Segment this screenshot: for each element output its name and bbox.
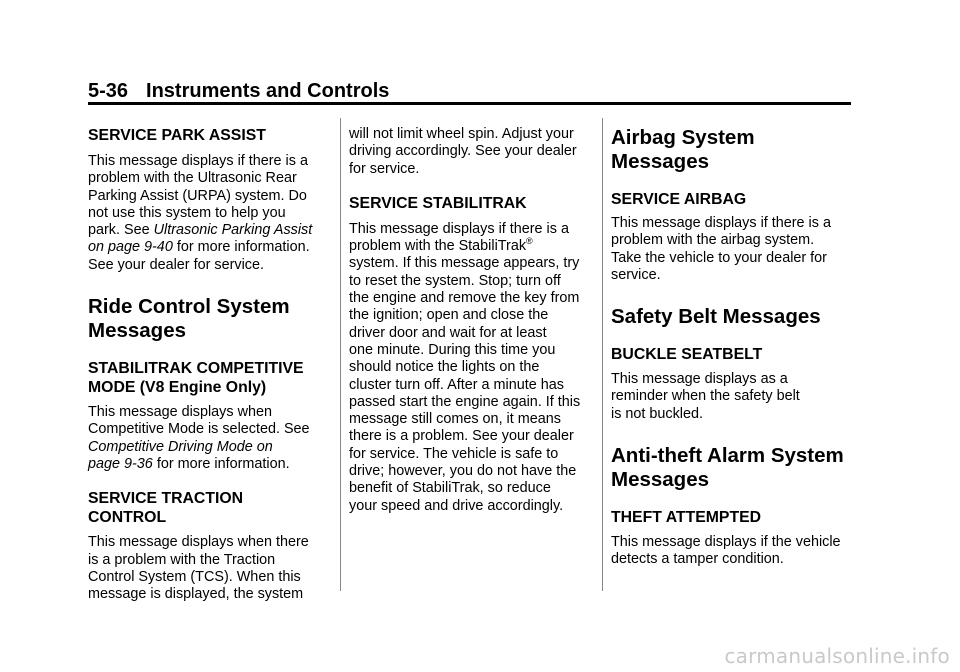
text-line: one minute. During this time you	[349, 341, 556, 358]
text-line: should notice the lights on the	[349, 359, 540, 376]
heading-service-airbag: SERVICE AIRBAG	[611, 191, 747, 208]
text-line: This message displays if there is a	[349, 220, 569, 237]
text-run: for more information.	[172, 239, 310, 256]
page-number: 5-36	[88, 80, 129, 102]
text-line: driver door and wait for at least	[349, 324, 547, 341]
heading-antitheft-alarm-system: Anti-theft Alarm System	[611, 444, 844, 468]
section-title: Instruments and Controls	[146, 80, 390, 102]
cross-reference-page[interactable]: on page 9-40	[88, 239, 173, 256]
text-line	[88, 222, 328, 239]
column-divider-1	[340, 118, 341, 591]
cross-reference-link[interactable]: Ultrasonic Parking Assist	[153, 222, 313, 239]
heading-service-traction: SERVICE TRACTION	[88, 490, 244, 508]
text-line: problem with the airbag system.	[611, 232, 815, 249]
text-line: service.	[611, 266, 661, 283]
heading-v8-engine-only: MODE (V8 Engine Only)	[88, 379, 267, 397]
text-line	[349, 238, 593, 255]
text-run: for more information.	[152, 455, 290, 472]
heading-service-stabilitrak: SERVICE STABILITRAK	[349, 194, 527, 212]
text-line: This message displays when	[88, 404, 272, 421]
text-line: Take the vehicle to your dealer for	[611, 249, 827, 266]
text-line: for service. The vehicle is safe to	[349, 445, 559, 462]
text-line: driving accordingly. See your dealer	[349, 143, 577, 160]
text-run: park. See	[88, 222, 154, 239]
text-line: drive; however, you do not have the	[349, 463, 577, 480]
heading-control: CONTROL	[88, 509, 167, 527]
text-line: Control System (TCS). When this	[88, 568, 301, 585]
header-rule	[88, 102, 851, 105]
heading-service-park-assist: SERVICE PARK ASSIST	[88, 127, 266, 144]
text-line: cluster turn off. After a minute has	[349, 376, 564, 393]
text-line: is a problem with the Traction	[88, 551, 276, 568]
text-line: message still comes on, it means	[349, 411, 561, 428]
cross-reference-link[interactable]: Competitive Driving Mode on	[88, 438, 273, 455]
text-line: the engine and remove the key from	[349, 290, 580, 307]
column-divider-2	[602, 118, 603, 591]
text-line: is not buckled.	[611, 405, 703, 422]
text-line: This message displays as a	[611, 371, 788, 388]
text-line: Parking Assist (URPA) system. Do	[88, 187, 307, 204]
text-line: will not limit wheel spin. Adjust your	[349, 126, 574, 142]
heading-buckle-seatbelt: BUCKLE SEATBELT	[611, 346, 763, 364]
cross-reference-page[interactable]: page 9-36	[88, 455, 153, 472]
page-header	[88, 80, 389, 103]
text-line: the ignition; open and close the	[349, 307, 549, 324]
text-line: This message displays if the vehicle	[611, 534, 841, 551]
text-run: problem with the StabiliTrak	[349, 238, 527, 255]
heading-stabilitrak-competitive: STABILITRAK COMPETITIVE	[88, 360, 304, 378]
column-3	[611, 126, 851, 569]
text-line: system. If this message appears, try	[349, 255, 580, 272]
text-line: benefit of StabiliTrak, so reduce	[349, 480, 551, 497]
text-line: your speed and drive accordingly.	[349, 497, 564, 514]
text-line	[88, 239, 328, 256]
heading-ride-control-system: Ride Control System	[88, 295, 290, 319]
heading-antitheft-messages: Messages	[611, 468, 710, 492]
text-line: This message displays if there is a	[611, 215, 831, 231]
text-line: reminder when the safety belt	[611, 388, 800, 405]
heading-airbag-system-messages: Airbag System Messages	[611, 126, 755, 173]
text-line	[88, 456, 328, 473]
text-line: message is displayed, the system	[88, 586, 304, 603]
text-line: Competitive Mode is selected. See	[88, 421, 310, 438]
heading-ride-control-messages: Messages	[88, 319, 187, 343]
text-line: detects a tamper condition.	[611, 551, 784, 568]
text-line: problem with the Ultrasonic Rear	[88, 170, 297, 187]
text-line: This message displays when there	[88, 534, 309, 551]
watermark: carmanualsonline.info	[724, 644, 950, 668]
text-line: for service.	[349, 160, 420, 177]
text-line: there is a problem. See your dealer	[349, 428, 574, 445]
text-line: to reset the system. Stop; turn off	[349, 272, 561, 289]
text-line: not use this system to help you	[88, 204, 286, 221]
column-2	[349, 126, 593, 515]
heading-safety-belt-messages: Safety Belt Messages	[611, 305, 821, 329]
column-1	[88, 126, 328, 603]
text-line: passed start the engine again. If this	[349, 393, 581, 410]
heading-theft-attempted: THEFT ATTEMPTED	[611, 509, 762, 527]
registered-mark: ®	[526, 236, 533, 247]
text-line: See your dealer for service.	[88, 256, 264, 273]
text-line: This message displays if there is a	[88, 153, 308, 169]
